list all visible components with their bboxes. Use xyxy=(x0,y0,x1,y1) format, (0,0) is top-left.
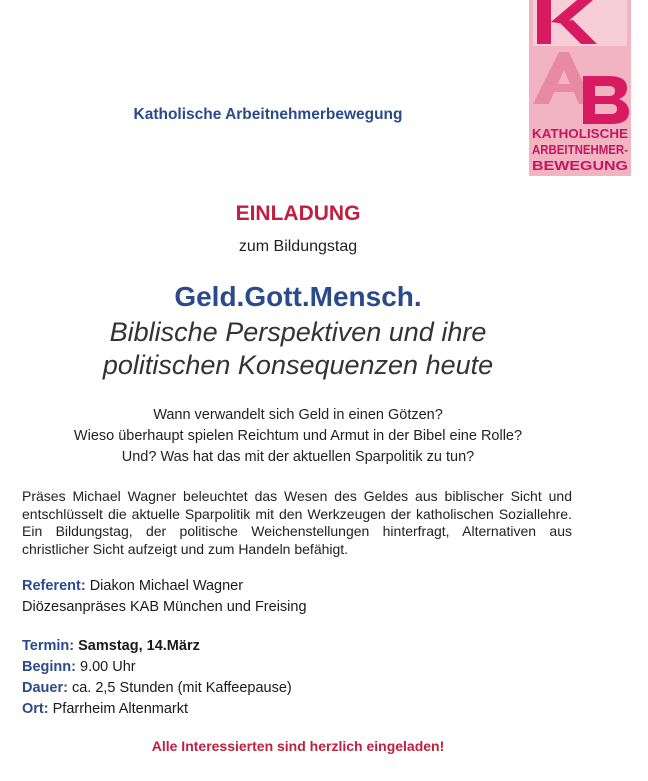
logo-text-line-2: ARBEITNEHMER- xyxy=(532,143,628,157)
organization-name: Katholische Arbeitnehmerbewegung xyxy=(133,106,403,123)
logo-text-line-3: BEWEGUNG xyxy=(532,159,628,173)
logo-text-line-1: KATHOLISCHE xyxy=(532,127,628,141)
date-line xyxy=(22,636,200,657)
question-item: Wann verwandelt sich Geld in einen Götzen? xyxy=(153,407,443,423)
subheadline-line: Biblische Perspektiven und ihre xyxy=(109,317,487,347)
closing-invitation: Alle Interessierten sind herzlich eingeladen! xyxy=(151,738,445,754)
question-item: Wieso überhaupt spielen Reichtum und Armut in der Bibel eine Rolle? xyxy=(73,428,523,444)
date-label: Termin: xyxy=(22,638,75,654)
topic-subheadline xyxy=(0,316,596,382)
subheadline-line: politischen Konsequenzen heute xyxy=(102,350,494,380)
location-value: Pfarrheim Altenmarkt xyxy=(52,701,189,717)
description-paragraph: Präses Michael Wagner beleuchtet das Wesen des Geldes aus biblischer Sicht und entschlüsselt die aktuelle Sparpolitik mit den Werkzeugen der katholischen Soziallehre. Ein Bildungstag, der politische Weichenstellungen hinterfragt, Alternativen aus christlicher Sicht aufzeigt und zum Handeln befähigt. xyxy=(22,488,572,557)
speaker-line xyxy=(22,576,243,597)
start-value: 9.00 Uhr xyxy=(80,659,136,675)
date-value: Samstag, 14.März xyxy=(78,638,200,654)
speaker-label: Referent: xyxy=(22,578,86,594)
duration-label: Dauer: xyxy=(22,680,68,696)
duration-line xyxy=(22,678,292,699)
speaker-role: Diözesanpräses KAB München und Freising xyxy=(22,599,307,615)
location-line xyxy=(22,699,188,720)
kab-logo xyxy=(529,0,631,176)
invitation-subtitle: zum Bildungstag xyxy=(238,238,358,255)
topic-headline: Geld.Gott.Mensch. xyxy=(174,281,422,312)
question-item: Und? Was hat das mit der aktuellen Sparpolitik zu tun? xyxy=(121,449,475,465)
questions xyxy=(0,405,596,468)
location-label: Ort: xyxy=(22,701,49,717)
invitation-title: EINLADUNG xyxy=(235,202,361,225)
duration-value: ca. 2,5 Stunden (mit Kaffeepause) xyxy=(71,680,292,696)
start-line xyxy=(22,657,136,678)
speaker-name: Diakon Michael Wagner xyxy=(89,578,244,594)
start-label: Beginn: xyxy=(22,659,76,675)
